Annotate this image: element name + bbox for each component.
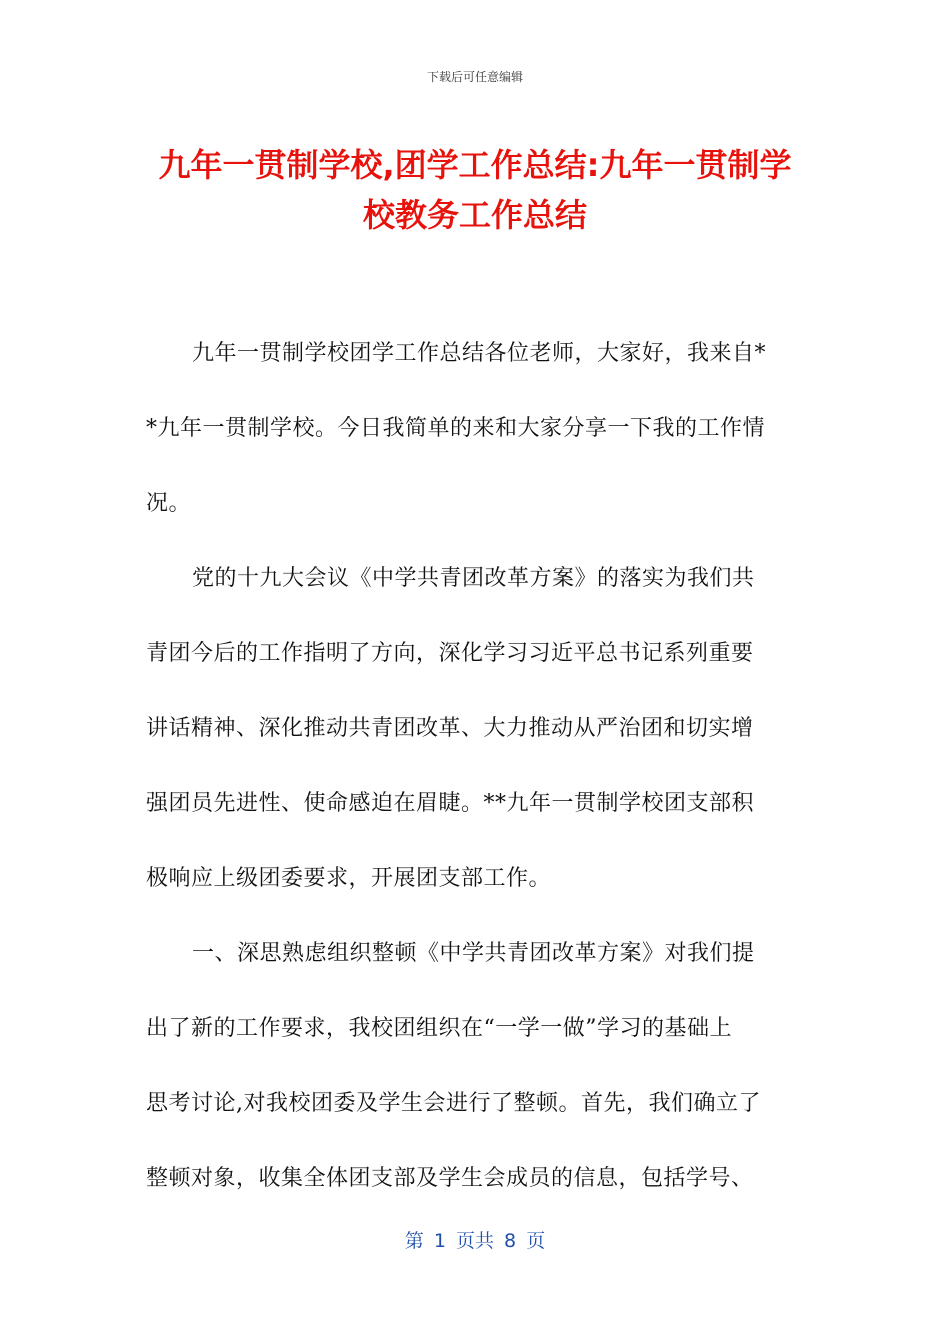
text-line: 讲话精神、深化推动共青团改革、大力推动从严治团和切实增 bbox=[146, 716, 754, 741]
page-footer bbox=[0, 1226, 950, 1253]
paragraph-intro bbox=[146, 316, 806, 541]
text-line: 整顿对象，收集全体团支部及学生会成员的信息，包括学号、 bbox=[146, 1166, 754, 1191]
document-title bbox=[140, 140, 810, 240]
text-line: 强团员先进性、使命感迫在眉睫。**九年一贯制学校团支部积 bbox=[146, 791, 755, 816]
text-line: 青团今后的工作指明了方向，深化学习习近平总书记系列重要 bbox=[146, 641, 754, 666]
page-current: 1 bbox=[433, 1230, 446, 1252]
text-line: 九年一贯制学校团学工作总结各位老师，大家好，我来自* bbox=[192, 341, 767, 366]
text-line: 思考讨论,对我校团委及学生会进行了整顿。首先，我们确立了 bbox=[146, 1091, 761, 1116]
text-line: 党的十九大会议《中学共青团改革方案》的落实为我们共 bbox=[192, 566, 755, 591]
title-line: 九年一贯制学校,团学工作总结:九年一贯制学 bbox=[158, 146, 792, 184]
page-prefix: 第 bbox=[404, 1230, 424, 1252]
document-body bbox=[146, 316, 806, 1216]
title-line: 校教务工作总结 bbox=[362, 196, 587, 234]
paragraph-section-one bbox=[146, 916, 806, 1216]
page-suffix: 页 bbox=[526, 1230, 546, 1252]
text-line: 况。 bbox=[146, 491, 192, 516]
text-line: 出了新的工作要求，我校团组织在“一学一做”学习的基础上 bbox=[146, 1016, 732, 1041]
page-total: 8 bbox=[504, 1230, 517, 1252]
paragraph-reform bbox=[146, 541, 806, 916]
page-mid: 页共 bbox=[455, 1230, 494, 1252]
header-note: 下载后可任意编辑 bbox=[426, 70, 523, 84]
text-line: 极响应上级团委要求，开展团支部工作。 bbox=[146, 866, 552, 891]
text-line: 一、深思熟虑组织整顿《中学共青团改革方案》对我们提 bbox=[192, 941, 755, 966]
text-line: *九年一贯制学校。今日我简单的来和大家分享一下我的工作情 bbox=[146, 416, 766, 441]
